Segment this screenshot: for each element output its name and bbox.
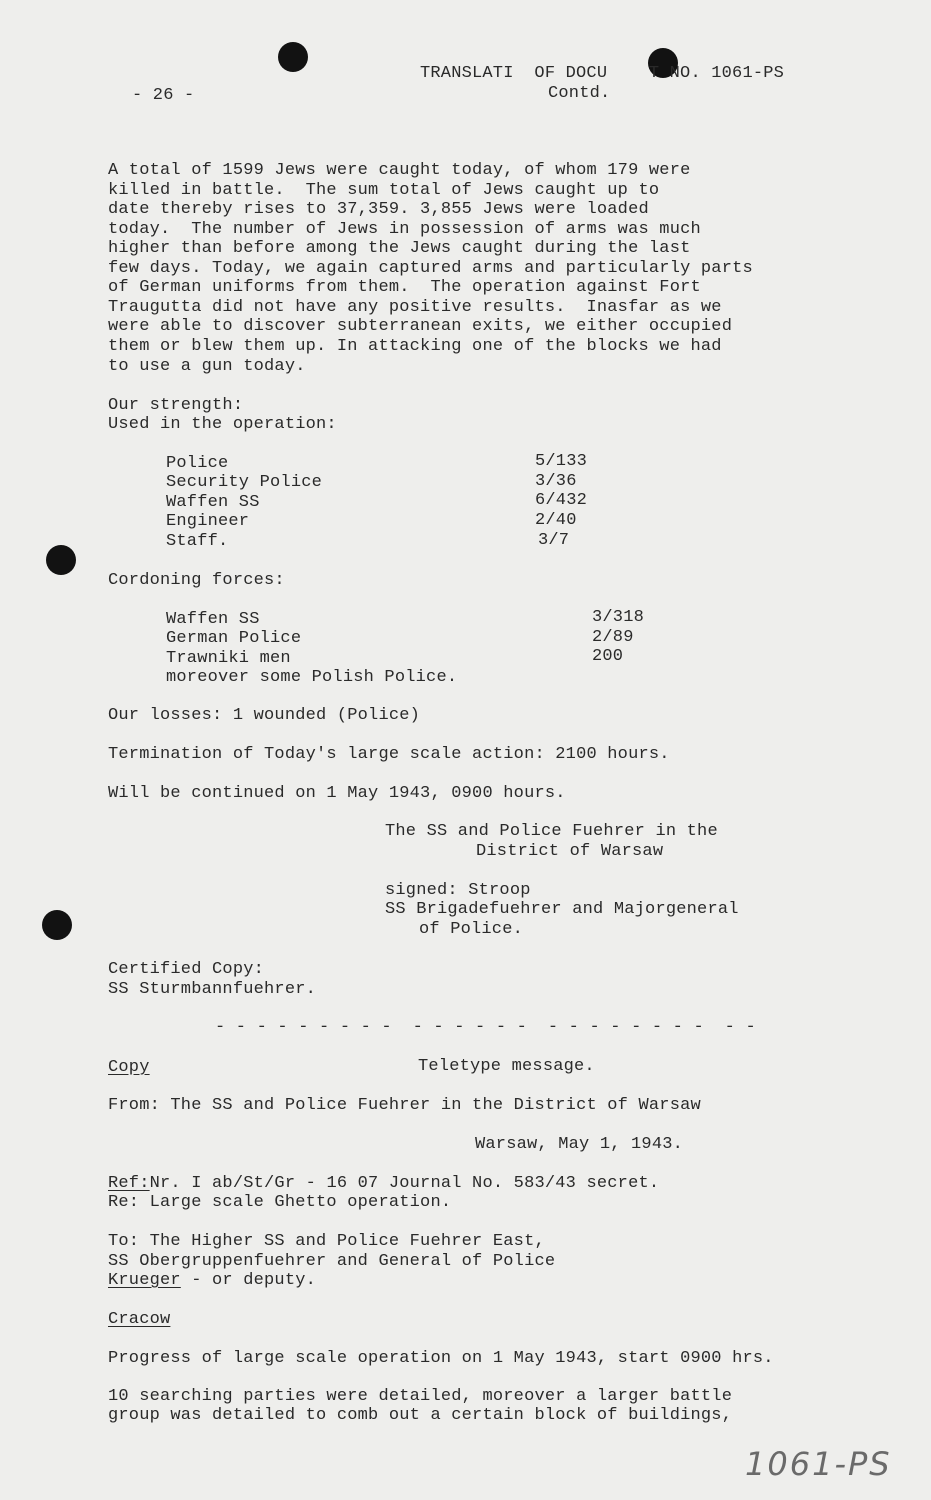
paragraph-line: A total of 1599 Jews were caught today, of whom 179 were xyxy=(108,161,691,180)
progress-line: Progress of large scale operation on 1 May 1943, start 0900 hrs. xyxy=(108,1349,774,1368)
cordoning-note: moreover some Polish Police. xyxy=(166,668,458,687)
cordoning-heading: Cordoning forces: xyxy=(108,571,285,590)
force-value: 3/36 xyxy=(535,472,577,491)
used-heading: Used in the operation: xyxy=(108,415,337,434)
recipient-line: To: The Higher SS and Police Fuehrer East, xyxy=(108,1232,545,1251)
paragraph-line: higher than before among the Jews caught during the last xyxy=(108,239,691,258)
force-label: Staff. xyxy=(166,532,229,551)
copy-label: Copy xyxy=(108,1058,150,1077)
force-value: 3/318 xyxy=(592,608,645,627)
punch-hole-left-2 xyxy=(42,910,72,940)
reference-label: Ref: xyxy=(108,1174,150,1193)
force-value: 200 xyxy=(592,647,624,666)
continued-label: Contd. xyxy=(548,84,611,103)
certified-copy-signer: SS Sturmbannfuehrer. xyxy=(108,980,317,999)
certified-copy-label: Certified Copy: xyxy=(108,960,265,979)
paragraph-line: killed in battle. The sum total of Jews caught up to xyxy=(108,181,660,200)
strength-heading: Our strength: xyxy=(108,396,244,415)
force-value: 5/133 xyxy=(535,452,588,471)
force-value: 2/40 xyxy=(535,511,577,530)
paragraph-line: to use a gun today. xyxy=(108,357,306,376)
force-value: 6/432 xyxy=(535,491,588,510)
rank-line: SS Brigadefuehrer and Majorgeneral xyxy=(385,900,739,919)
place-label: Cracow xyxy=(108,1310,171,1329)
force-label: German Police xyxy=(166,629,302,648)
signature-title: District of Warsaw xyxy=(476,842,664,861)
paragraph-line: today. The number of Jews in possession of arms was much xyxy=(108,220,701,239)
force-value: 3/7 xyxy=(538,531,570,550)
paragraph-line: them or blew them up. In attacking one of the blocks we had xyxy=(108,337,722,356)
subject-line: Re: Large scale Ghetto operation. xyxy=(108,1193,452,1212)
handwritten-document-number: 1061-PS xyxy=(745,1445,892,1483)
page-number: - 26 - xyxy=(132,86,195,105)
final-line: 10 searching parties were detailed, moreover a larger battle xyxy=(108,1387,733,1406)
losses-line: Our losses: 1 wounded (Police) xyxy=(108,706,421,725)
section-separator: - - - - - - - - - - - - - - - - - - - - - - - - - xyxy=(215,1018,756,1037)
recipient-suffix: - or deputy. xyxy=(180,1271,317,1290)
paragraph-line: Traugutta did not have any positive results. Inasfar as we xyxy=(108,298,722,317)
force-label: Security Police xyxy=(166,473,323,492)
force-value: 2/89 xyxy=(592,628,634,647)
signature-title: The SS and Police Fuehrer in the xyxy=(385,822,718,841)
force-label: Trawniki men xyxy=(166,649,291,668)
paragraph-line: date thereby rises to 37,359. 3,855 Jews were loaded xyxy=(108,200,649,219)
force-label: Waffen SS xyxy=(166,610,260,629)
paragraph-line: of German uniforms from them. The operation against Fort xyxy=(108,278,701,297)
final-line: group was detailed to comb out a certain block of buildings, xyxy=(108,1406,733,1425)
punch-hole-top xyxy=(278,42,308,72)
signed-line: signed: Stroop xyxy=(385,881,531,900)
recipient-name: Krueger xyxy=(108,1271,181,1290)
date-line: Warsaw, May 1, 1943. xyxy=(475,1135,684,1154)
recipient-line xyxy=(108,1271,316,1291)
reference-text: Nr. I ab/St/Gr - 16 07 Journal No. 583/43 secret. xyxy=(149,1174,660,1193)
teletype-title: Teletype message. xyxy=(418,1057,595,1076)
force-label: Police xyxy=(166,454,229,473)
force-label: Waffen SS xyxy=(166,493,260,512)
reference-line xyxy=(108,1174,659,1194)
rank-line: of Police. xyxy=(419,920,524,939)
force-label: Engineer xyxy=(166,512,250,531)
from-line: From: The SS and Police Fuehrer in the District of Warsaw xyxy=(108,1096,701,1115)
paragraph-line: were able to discover subterranean exits, we either occupied xyxy=(108,317,733,336)
continuation-line: Will be continued on 1 May 1943, 0900 hours. xyxy=(108,784,566,803)
termination-line: Termination of Today's large scale action: 2100 hours. xyxy=(108,745,670,764)
recipient-line: SS Obergruppenfuehrer and General of Police xyxy=(108,1252,556,1271)
punch-hole-left-1 xyxy=(46,545,76,575)
paragraph-line: few days. Today, we again captured arms and particularly parts xyxy=(108,259,753,278)
document-reference: TRANSLATI OF DOCU T NO. 1061-PS xyxy=(420,64,785,83)
